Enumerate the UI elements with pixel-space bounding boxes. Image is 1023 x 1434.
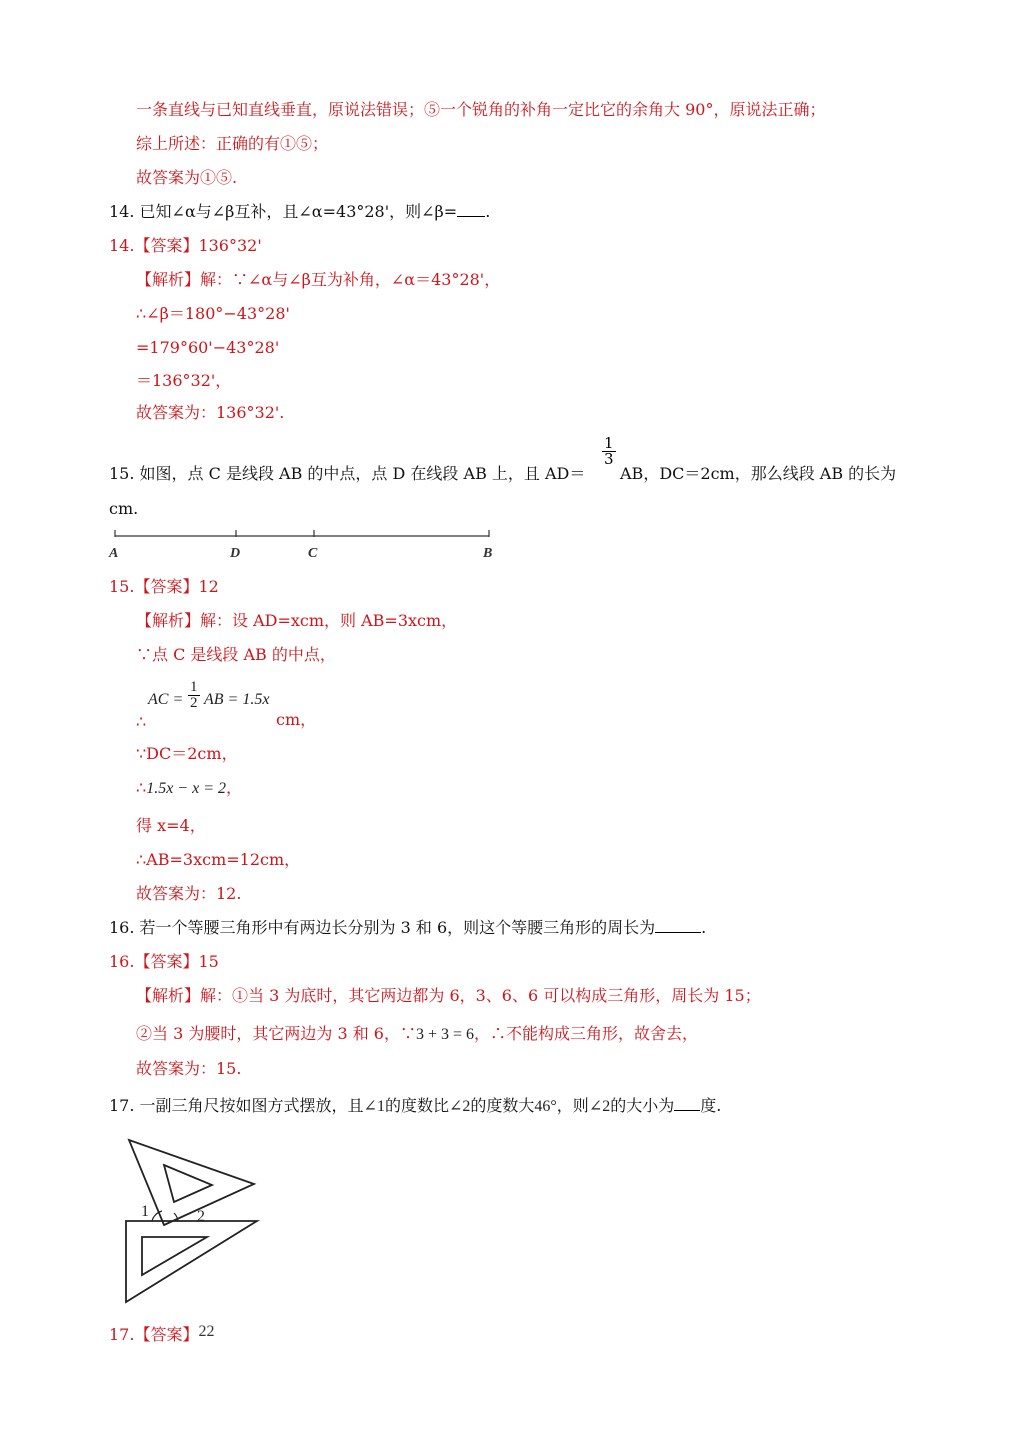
- q14-explain-line: =179°60'−43°28': [136, 338, 280, 357]
- q16-stem: [109, 918, 706, 938]
- therefore-symbol: ∴: [136, 778, 147, 797]
- q15-explain3: ∵DC＝2cm，: [136, 744, 238, 763]
- q17-degrees: 46°: [534, 1098, 557, 1115]
- label-a: A: [109, 546, 119, 561]
- q16-formula: 3 + 3 = 6: [415, 1026, 475, 1043]
- q14-explain-line: ∴∠β＝180°−43°28': [136, 304, 290, 323]
- fraction-denominator: 2: [190, 695, 198, 711]
- q17-angle2-again: ∠2: [588, 1098, 611, 1115]
- q17-answer: [109, 1325, 214, 1346]
- q15-explain5: ∴AB=3xcm=12cm，: [136, 850, 301, 869]
- q16-stem-suffix: .: [701, 918, 707, 937]
- q17-stem-d: ，则: [556, 1096, 589, 1115]
- q13-explain-line2: 综上所述：正确的有①⑤；: [136, 134, 329, 153]
- upper-set-square-hole: [164, 1165, 212, 1202]
- q17-stem: [109, 1096, 721, 1117]
- q14-stem-prefix: 14. 已知∠α与∠β互补，且∠α=43°28'，则∠β=: [109, 202, 458, 221]
- q16-answer-label: 16.【答案】15: [109, 952, 219, 971]
- q14-answer-blank: [457, 202, 485, 217]
- q15-stem-line2: cm.: [109, 499, 139, 518]
- q15-fraction-one-third: [602, 436, 616, 467]
- q14-explain-line: 【解析】解：∵∠α与∠β互为补角，∠α＝43°28'，: [136, 270, 501, 289]
- q15-explain1: 【解析】解：设 AD=xcm，则 AB=3xcm，: [136, 611, 458, 630]
- lower-set-square: [126, 1221, 257, 1302]
- q13-explain-line1: 一条直线与已知直线垂直，原说法错误；⑤一个锐角的补角一定比它的余角大 90°，原说法正确；: [136, 100, 826, 119]
- q17-stem-c: 的度数大: [470, 1096, 535, 1115]
- q17-answer-blank: [674, 1096, 700, 1111]
- q15-formula-ab: AB = 1.5x: [204, 691, 270, 708]
- q15-explain4-line: [136, 778, 242, 799]
- q17-stem-e: 的大小为: [610, 1096, 675, 1115]
- q14-explain-line: ＝136°32'，: [136, 371, 232, 390]
- angle-1-label: 1: [141, 1203, 149, 1220]
- q15-fraction-half: [188, 680, 200, 711]
- q17-stem-b: 的度数比: [384, 1096, 449, 1115]
- q16-explain3: 故答案为：15.: [136, 1059, 242, 1078]
- q14-explain-line: 故答案为：136°32'.: [136, 403, 285, 422]
- lower-set-square-hole: [142, 1237, 207, 1275]
- q16-explain1: 【解析】解：①当 3 为底时，其它两边都为 6，3、6、6 可以构成三角形，周长为 15；: [136, 986, 761, 1005]
- q15-explain4: 得 x=4，: [136, 816, 206, 835]
- fraction-numerator: 1: [604, 434, 614, 452]
- q14-answer-label: 14.【答案】136°32': [109, 236, 262, 255]
- q15-explain2: ∵点 C 是线段 AB 的中点，: [136, 645, 336, 664]
- q15-segment-figure: [105, 526, 505, 566]
- q16-answer-blank: [655, 918, 701, 933]
- q15-stem: [109, 464, 585, 484]
- q15-formula2: 1.5x − x = 2: [146, 780, 226, 797]
- angle-2-label: 2: [197, 1208, 205, 1225]
- q16-stem-prefix: 16. 若一个等腰三角形中有两边长分别为 3 和 6，则这个等腰三角形的周长为: [109, 918, 656, 937]
- q17-answer-label: 17.【答案】: [109, 1325, 199, 1344]
- q17-set-square-figure: [112, 1130, 272, 1310]
- q16-explain2: [136, 1024, 698, 1045]
- label-b: B: [483, 546, 493, 561]
- q17-angle1: ∠1: [363, 1098, 385, 1115]
- q15-answer-label: 15.【答案】12: [109, 577, 219, 596]
- q15-unit-cm: cm，: [276, 710, 317, 729]
- q15-therefore: ∴: [136, 712, 147, 731]
- q17-stem-a: 17. 一副三角尺按如图方式摆放，且: [109, 1096, 364, 1115]
- q15-stem-a: 15. 如图，点 C 是线段 AB 的中点，点 D 在线段 AB 上，且 AD＝: [109, 464, 586, 483]
- q14-stem: [109, 202, 490, 222]
- label-c: C: [308, 546, 318, 561]
- q17-stem-f: 度.: [700, 1096, 722, 1115]
- q17-angle2: ∠2: [448, 1098, 471, 1115]
- q15-formula-ac: AC =: [148, 691, 184, 708]
- q13-explain-line3: 故答案为①⑤.: [136, 168, 238, 187]
- q16-explain2-post: ，∴不能构成三角形，故舍去，: [474, 1024, 699, 1043]
- comma: ，: [225, 778, 242, 797]
- fraction-denominator: 3: [604, 450, 614, 468]
- q15-explain6: 故答案为：12.: [136, 884, 242, 903]
- label-d: D: [230, 546, 241, 561]
- fraction-numerator: 1: [190, 679, 198, 695]
- q16-explain2-pre: ②当 3 为腰时，其它两边为 3 和 6，∵: [136, 1024, 416, 1043]
- q15-stem-b: AB，DC＝2cm，那么线段 AB 的长为: [620, 464, 897, 483]
- q14-stem-suffix: .: [485, 202, 491, 221]
- q17-answer-value: 22: [198, 1323, 215, 1340]
